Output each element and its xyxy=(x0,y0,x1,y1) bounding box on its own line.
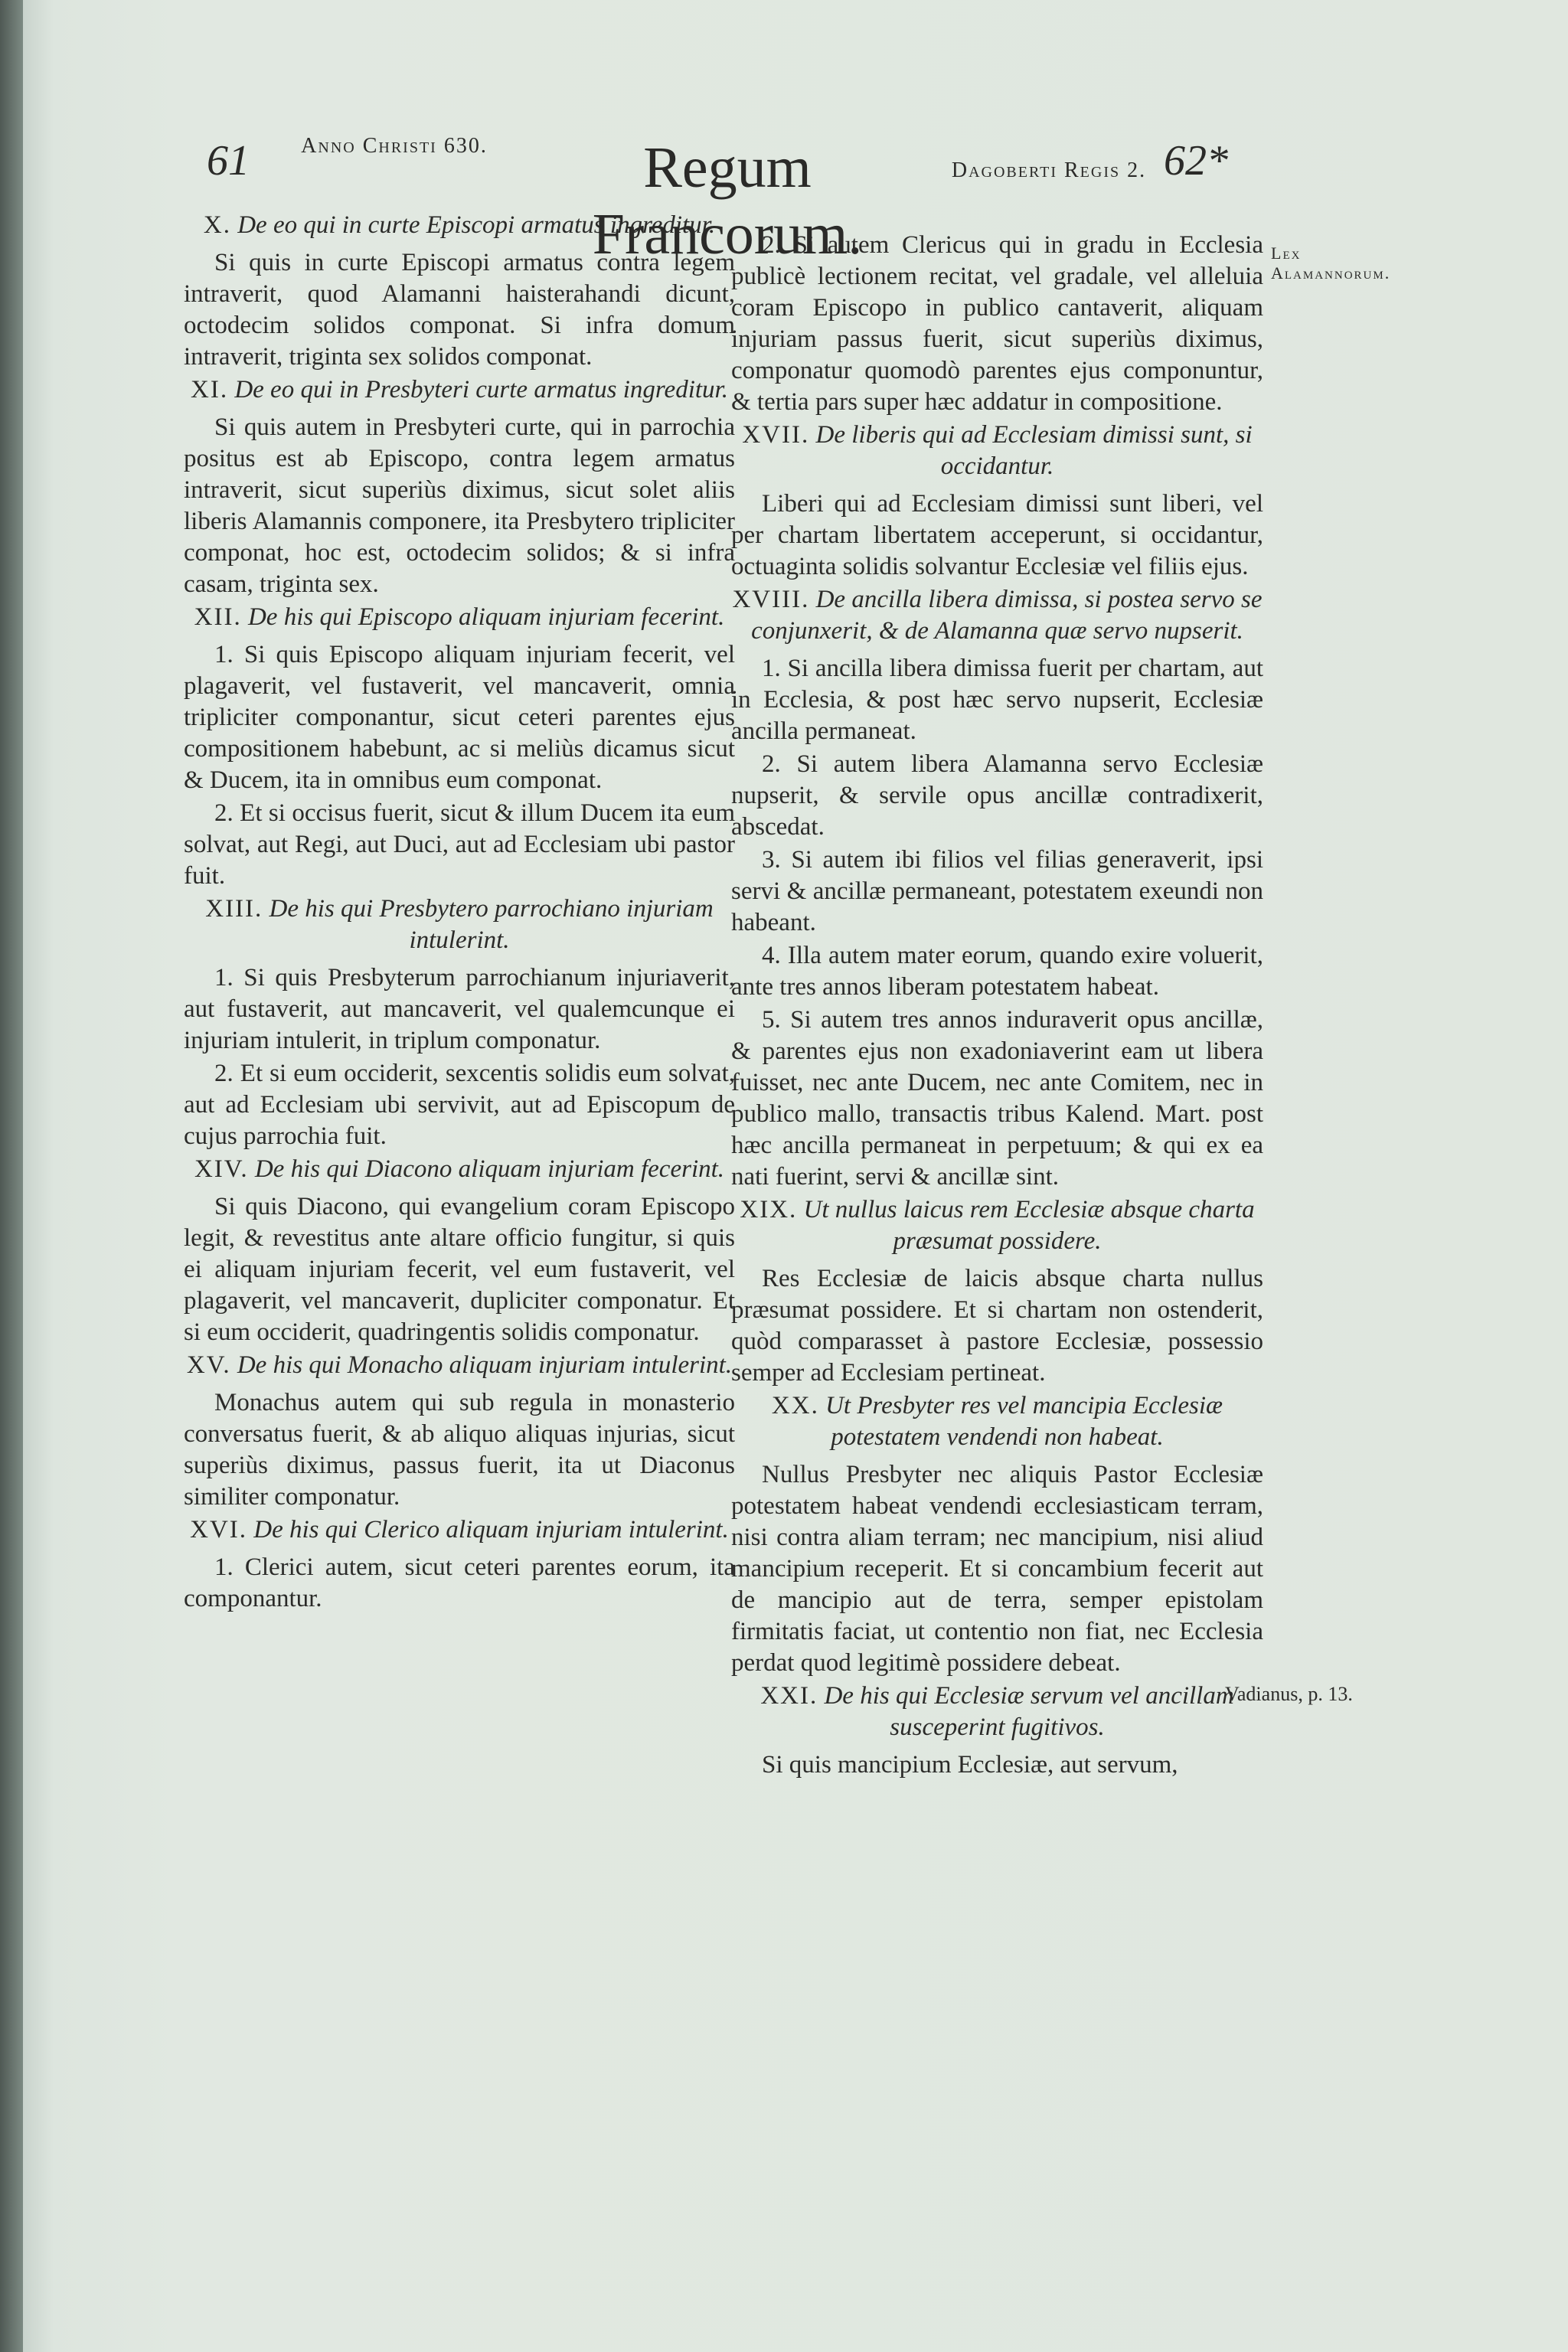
section-heading xyxy=(184,374,735,406)
left-page-number: 61 xyxy=(207,137,250,185)
paragraph: 5. Si autem tres annos induraverit opus ancillæ, & parentes ejus non exadoniaverint eam ut libera fuisset, nec ante Ducem, nec ante Comitem, nec in publico mallo, transactis tribus Kalend. Mart. post hæc ancilla permaneat in perpetuum; & qui ex ea nati fuerint, servi & ancillæ sint. xyxy=(731,1006,1263,1191)
paragraph: 2. Et si eum occiderit, sexcentis solidis eum solvat, aut ad Ecclesiam ubi servivit, aut ad Episcopum de cujus parrochia fuit. xyxy=(184,1060,735,1150)
section-title: De his qui Monacho aliquam injuriam intulerint. xyxy=(237,1351,733,1379)
section-number: XX. xyxy=(771,1392,819,1419)
left-text-column xyxy=(184,208,735,1616)
section-number: XVII. xyxy=(742,421,810,449)
section-number: XXI. xyxy=(760,1682,818,1710)
section-title: De his qui Episcopo aliquam injuriam fecerint. xyxy=(247,603,725,631)
section-title: De eo qui in Presbyteri curte armatus ingreditur. xyxy=(234,376,728,403)
section-number: XIX. xyxy=(740,1196,798,1223)
paragraph: Liberi qui ad Ecclesiam dimissi sunt liberi, vel per chartam libertatem acceperunt, si occidantur, octuaginta solidis solvantur Ecclesiæ vel filiis ejus. xyxy=(731,490,1263,580)
paragraph: Si quis autem in Presbyteri curte, qui in parrochia positus est ab Episcopo, contra legem armatus intraverit, sicut superiùs diximus, sicut solet aliis liberis Alamannis componere, ita Presbytero tripliciter componat, hoc est, octodecim solidos; & si infra casam, triginta sex. xyxy=(184,413,735,598)
paragraph: Nullus Presbyter nec aliquis Pastor Ecclesiæ potestatem habeat vendendi ecclesiasticam terram, nisi contra aliam terram; nec mancipium, nisi aliud mancipium receperit. Et si concambium fecerit aut de mancipio aut de terra, semper epistolam firmitatis faciat, ut contentio non fiat, nec Ecclesia perdat quod legitimè possidere debeat. xyxy=(731,1461,1263,1677)
section-title: De ancilla libera dimissa, si postea servo se conjunxerit, & de Alamanna quæ servo nupserit. xyxy=(751,586,1263,645)
section-number: XII. xyxy=(194,603,242,631)
paragraph: 3. Si autem ibi filios vel filias generaverit, ipsi servi & ancillæ permaneant, potestatem exeundi non habeant. xyxy=(731,846,1263,936)
book-page xyxy=(23,0,1568,2352)
section-heading xyxy=(731,420,1263,482)
paragraph: Si quis in curte Episcopi armatus contra legem intraverit, quod Alamanni haisterahandi dicunt, octodecim solidos componat. Si infra domum intraverit, triginta sex solidos componat. xyxy=(184,249,735,371)
section-heading xyxy=(184,1154,735,1185)
section-heading xyxy=(731,1194,1263,1257)
section-number: X. xyxy=(203,211,231,239)
paragraph: 1. Si ancilla libera dimissa fuerit per chartam, aut in Ecclesia, & post hæc servo nupserit, Ecclesiæ ancilla permaneat. xyxy=(731,655,1263,745)
section-heading xyxy=(184,210,735,241)
section-title: De eo qui in curte Episcopi armatus ingreditur. xyxy=(237,211,716,239)
margin-note-bottom: Vadianus, p. 13. xyxy=(1225,1683,1353,1705)
section-number: XVI. xyxy=(190,1516,248,1544)
paragraph: 1. Clerici autem, sicut ceteri parentes eorum, ita componantur. xyxy=(184,1553,735,1612)
paragraph: 2. Si autem Clericus qui in gradu in Ecclesia publicè lectionem recitat, vel gradale, vel alleluia coram Episcopo in publico cantaverit, aliquam injuriam passus fuerit, sicut superiùs diximus, componatur quomodò parentes ejus componuntur, & tertia pars super hæc addatur in compositione. xyxy=(731,231,1263,416)
section-title: Ut Presbyter res vel mancipia Ecclesiæ potestatem vendendi non habeat. xyxy=(825,1392,1223,1451)
section-heading xyxy=(184,602,735,633)
page-title: Regum Francorum. xyxy=(592,136,863,266)
section-heading xyxy=(184,893,735,956)
margin-note-top: Lex Alamannorum. xyxy=(1271,243,1391,283)
section-number: XIII. xyxy=(205,895,263,923)
paragraph: 2. Si autem libera Alamanna servo Ecclesiæ nupserit, & servile opus ancillæ contradixerit, abscedat. xyxy=(731,750,1263,841)
section-heading xyxy=(184,1350,735,1381)
paragraph: 1. Si quis Episcopo aliquam injuriam fecerit, vel plagaverit, vel fustaverit, vel mancaverit, omnia tripliciter componantur, sicut ceteri parentes ejus compositionem habebunt, ac si meliùs dicamus sicut & Ducem, ita in omnibus eum componat. xyxy=(184,641,735,794)
section-heading xyxy=(184,1514,735,1546)
section-number: XV. xyxy=(186,1351,231,1379)
paragraph: Monachus autem qui sub regula in monasterio conversatus fuerit, & ab aliquo aliquas injurias, sicut superiùs diximus, passus fuerit, ita ut Diaconus similiter componatur. xyxy=(184,1389,735,1511)
section-title: Ut nullus laicus rem Ecclesiæ absque charta præsumat possidere. xyxy=(803,1196,1255,1255)
paragraph: Res Ecclesiæ de laicis absque charta nullus præsumat possidere. Et si chartam non ostenderit, quòd comparasset à pastore Ecclesiæ, possessio semper ad Ecclesiam pertineat. xyxy=(731,1265,1263,1387)
paragraph: 4. Illa autem mater eorum, quando exire voluerit, ante tres annos liberam potestatem habeat. xyxy=(731,942,1263,1001)
section-number: XIV. xyxy=(194,1155,249,1183)
section-title: De liberis qui ad Ecclesiam dimissi sunt, si occidantur. xyxy=(815,421,1253,480)
section-title: De his qui Ecclesiæ servum vel ancillam susceperint fugitivos. xyxy=(824,1682,1234,1741)
section-heading xyxy=(731,1390,1263,1453)
right-running-head: Dagoberti Regis 2. xyxy=(951,158,1147,182)
section-title: De his qui Diacono aliquam injuriam fecerint. xyxy=(254,1155,725,1183)
left-running-head: Anno Christi 630. xyxy=(301,134,488,158)
paragraph: Si quis Diacono, qui evangelium coram Episcopo legit, & revestitus ante altare officio fungitur, si quis ei aliquam injuriam fecerit, vel eum fustaverit, vel plagaverit, vel mancaverit, dupliciter componatur. Et si eum occiderit, quadringentis solidis componatur. xyxy=(184,1193,735,1346)
section-title: De his qui Presbytero parrochiano injuriam intulerint. xyxy=(269,895,714,954)
paragraph: 1. Si quis Presbyterum parrochianum injuriaverit, aut fustaverit, aut mancaverit, vel qualemcunque ei injuriam intulerit, in triplum componatur. xyxy=(184,964,735,1054)
section-number: XI. xyxy=(191,376,229,403)
right-text-column xyxy=(731,230,1263,1782)
paragraph: 2. Et si occisus fuerit, sicut & illum Ducem ita eum solvat, aut Regi, aut Duci, aut ad Ecclesiam ubi pastor fuit. xyxy=(184,799,735,890)
paragraph: Si quis mancipium Ecclesiæ, aut servum, xyxy=(762,1751,1178,1779)
right-page-number: 62* xyxy=(1164,137,1228,185)
section-number: XVIII. xyxy=(732,586,810,613)
section-heading xyxy=(731,584,1263,647)
section-title: De his qui Clerico aliquam injuriam intulerint. xyxy=(253,1516,729,1544)
section-heading xyxy=(731,1681,1263,1743)
book-spine xyxy=(0,0,23,2352)
